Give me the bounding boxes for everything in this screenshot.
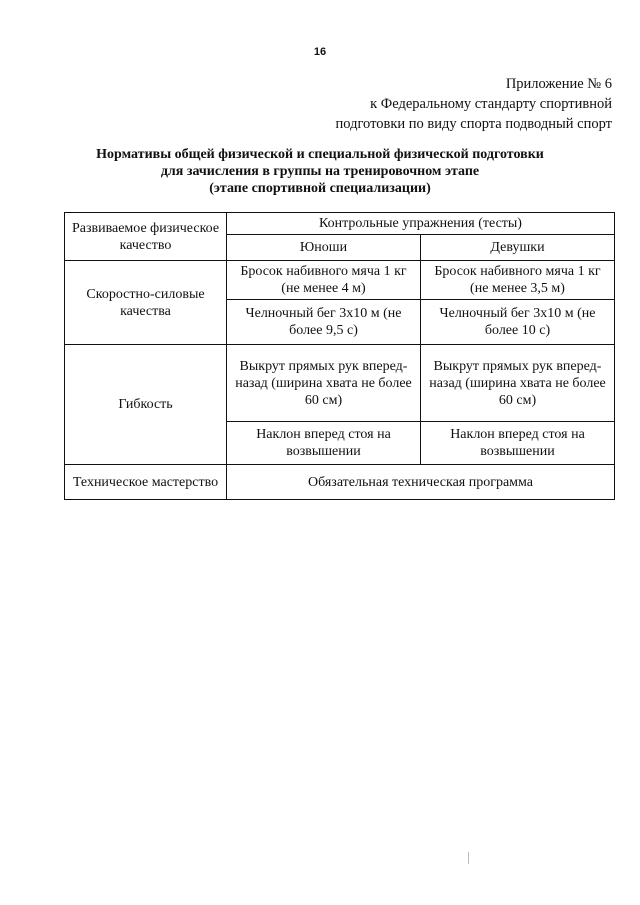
cell-girls: Наклон вперед стоя на возвышении (421, 422, 615, 465)
quality-speed-strength: Скоростно-силовые качества (65, 261, 227, 345)
document-title (0, 146, 640, 197)
header-boys: Юноши (227, 235, 421, 261)
header-quality: Развиваемое физическое качество (65, 213, 227, 261)
cell-girls: Челночный бег 3х10 м (не более 10 с) (421, 300, 615, 345)
table-header-row (65, 213, 615, 235)
table-row (65, 261, 615, 300)
norms-table (64, 212, 615, 500)
quality-technical-mastery: Техническое мастерство (65, 465, 227, 500)
table-row (65, 465, 615, 500)
appendix-header (192, 74, 612, 134)
cell-boys: Бросок набивного мяча 1 кг (не менее 4 м) (227, 261, 421, 300)
technical-program-cell: Обязательная техническая программа (227, 465, 615, 500)
cell-girls: Выкрут прямых рук вперед-назад (ширина хвата не более 60 см) (421, 345, 615, 422)
table-row (65, 345, 615, 422)
quality-flexibility: Гибкость (65, 345, 227, 465)
cell-girls: Бросок набивного мяча 1 кг (не менее 3,5 м) (421, 261, 615, 300)
page-number: 16 (313, 46, 327, 58)
header-girls: Девушки (421, 235, 615, 261)
appendix-line-2: к Федеральному стандарту спортивной (370, 96, 612, 112)
appendix-line-1: Приложение № 6 (505, 76, 612, 92)
header-tests: Контрольные упражнения (тесты) (227, 213, 615, 235)
title-line-3: (этапе спортивной специализации) (209, 181, 431, 196)
title-line-1: Нормативы общей физической и специальной физической подготовки (96, 147, 544, 162)
appendix-line-3: подготовки по виду спорта подводный спорт (335, 116, 612, 132)
cell-boys: Выкрут прямых рук вперед-назад (ширина хвата не более 60 см) (227, 345, 421, 422)
title-line-2: для зачисления в группы на тренировочном этапе (160, 164, 480, 179)
scan-artifact (468, 852, 469, 864)
cell-boys: Наклон вперед стоя на возвышении (227, 422, 421, 465)
cell-boys: Челночный бег 3х10 м (не более 9,5 с) (227, 300, 421, 345)
